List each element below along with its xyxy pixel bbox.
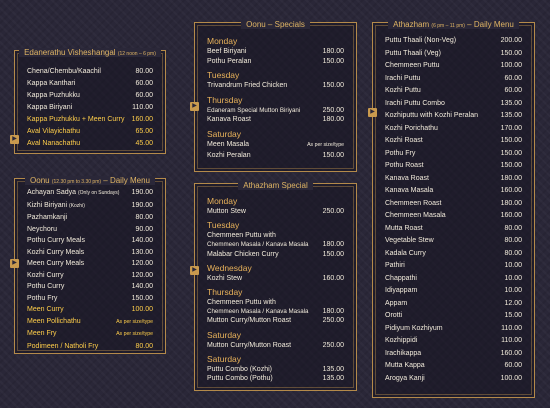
arrow-pointer-icon: ▶ bbox=[10, 259, 19, 268]
athazham-special-panel bbox=[194, 183, 357, 391]
menu-item-price: As per size/type bbox=[116, 331, 153, 337]
menu-item-row bbox=[27, 293, 153, 305]
edanerathu-list bbox=[27, 66, 153, 150]
menu-item-name bbox=[27, 102, 72, 114]
menu-item-name-text: Meen Pollichathu bbox=[27, 317, 81, 325]
menu-item-name-text: Kadala Curry bbox=[385, 249, 426, 257]
menu-item-price: 110.00 bbox=[132, 104, 153, 111]
menu-item-row bbox=[385, 310, 522, 323]
menu-item-row bbox=[27, 281, 153, 293]
menu-item-name bbox=[27, 187, 119, 200]
menu-item-name bbox=[27, 281, 64, 293]
menu-item-row bbox=[27, 90, 153, 102]
menu-item-row bbox=[385, 285, 522, 298]
menu-item-price: 250.00 bbox=[322, 208, 344, 215]
menu-item-price: 150.00 bbox=[131, 294, 153, 302]
menu-item-name bbox=[27, 78, 75, 90]
menu-item-price: 110.00 bbox=[501, 337, 522, 344]
day-heading: Tuesday bbox=[207, 220, 240, 231]
menu-item-price: 130.00 bbox=[131, 248, 153, 256]
menu-item-note: (Kozhi) bbox=[69, 202, 85, 209]
menu-item-name: Mutton Curry/Mutton Roast bbox=[207, 317, 292, 325]
menu-item-name-text: Chappathi bbox=[385, 274, 417, 282]
arrow-pointer-icon: ▶ bbox=[368, 108, 377, 117]
day-heading: Monday bbox=[207, 196, 238, 206]
menu-item-name-text: Pothu Curry Meals bbox=[27, 237, 85, 244]
menu-item-name bbox=[385, 310, 402, 323]
menu-item-price: 150.00 bbox=[322, 57, 344, 65]
menu-item-name-text: Pothu Fry bbox=[27, 294, 58, 302]
menu-item-row bbox=[385, 298, 522, 311]
menu-item-name: Puttu Combo (Pothu) bbox=[207, 375, 273, 383]
menu-item-row bbox=[385, 110, 522, 123]
menu-item-row bbox=[207, 316, 344, 325]
menu-item-price: 160.00 bbox=[500, 187, 522, 194]
menu-item-name-text: Mutta Roast bbox=[385, 224, 423, 232]
menu-item-name-text: Vegetable Stew bbox=[385, 237, 434, 244]
menu-item-row bbox=[207, 365, 344, 374]
menu-item-price: 150.00 bbox=[500, 49, 522, 57]
menu-item-row bbox=[385, 223, 522, 236]
menu-item-name-text: Aval Nanachathu bbox=[27, 140, 81, 147]
menu-item-row bbox=[27, 235, 153, 247]
menu-item-row bbox=[207, 57, 344, 67]
menu-item-name-text: Kozhi Curry bbox=[27, 271, 64, 279]
menu-item-row bbox=[27, 126, 153, 138]
athazham-daily-list bbox=[385, 35, 522, 385]
menu-item-name-text: Pothu Roast bbox=[385, 162, 424, 169]
menu-item-price: 60.00 bbox=[504, 362, 522, 369]
menu-item-name bbox=[27, 293, 57, 305]
menu-item-price: 100.00 bbox=[500, 374, 522, 382]
day-heading: Wednesday bbox=[207, 262, 252, 273]
menu-item-price: 135.00 bbox=[322, 375, 344, 383]
menu-item-price: 150.00 bbox=[322, 250, 344, 258]
menu-item-row bbox=[207, 250, 344, 259]
menu-item-price: 10.00 bbox=[504, 287, 522, 294]
menu-item-row bbox=[385, 360, 522, 373]
menu-item-name bbox=[27, 247, 84, 259]
menu-item-row bbox=[207, 151, 344, 161]
menu-item-price: 180.00 bbox=[500, 174, 522, 182]
menu-item-name bbox=[385, 323, 443, 336]
menu-item-name: Mutton Stew bbox=[207, 208, 246, 215]
menu-item-row bbox=[385, 135, 522, 148]
oonu-specials-list bbox=[207, 35, 344, 160]
day-heading: Monday bbox=[207, 36, 238, 46]
menu-item-name bbox=[385, 173, 429, 186]
menu-item-row bbox=[385, 210, 522, 223]
menu-item-name-text: Pazhamkanji bbox=[27, 214, 68, 221]
menu-item-row bbox=[207, 374, 344, 383]
menu-item-name bbox=[27, 66, 101, 78]
menu-item-price: 150.00 bbox=[322, 82, 344, 90]
menu-item-price: 140.00 bbox=[131, 237, 153, 244]
menu-item-name bbox=[385, 248, 426, 261]
menu-item-name bbox=[385, 373, 425, 386]
menu-item-row bbox=[27, 247, 153, 259]
menu-item-name-text: Kozhippidi bbox=[385, 337, 418, 344]
menu-item-name bbox=[385, 98, 445, 111]
menu-item-row bbox=[385, 60, 522, 73]
menu-item-name bbox=[27, 90, 80, 102]
menu-item-price: 160.00 bbox=[131, 116, 153, 123]
menu-item-price: As per size/type bbox=[116, 318, 153, 325]
menu-item-price: 110.00 bbox=[501, 324, 522, 332]
menu-item-price: 80.00 bbox=[135, 342, 153, 350]
menu-item-row bbox=[207, 47, 344, 57]
menu-item-row bbox=[385, 48, 522, 61]
day-heading: Saturday bbox=[207, 128, 242, 139]
menu-item-name-text: Chemmeen Masala bbox=[385, 212, 446, 219]
menu-item-name: Edaneram Special Mutton Biriyani bbox=[207, 106, 301, 114]
menu-item-name: Mutton Curry/Mutton Roast bbox=[207, 341, 292, 349]
menu-item-price: 200.00 bbox=[500, 37, 522, 44]
menu-item-name bbox=[27, 270, 64, 282]
menu-item-name-text: Pothu Fry bbox=[385, 149, 416, 157]
menu-item-name-text: Kappa Puzhukku bbox=[27, 92, 80, 99]
menu-item-price: 12.00 bbox=[504, 299, 522, 307]
menu-item-name: Kanava Roast bbox=[207, 116, 251, 124]
menu-item-name: Chemmeen Puttu with bbox=[207, 232, 276, 240]
menu-item-name-text: Irachi Puttu Combo bbox=[385, 99, 445, 107]
menu-item-name-text: Kizhi Biriyani bbox=[27, 201, 68, 209]
menu-item-name bbox=[385, 48, 441, 61]
menu-item-row bbox=[207, 240, 344, 249]
menu-item-name bbox=[385, 223, 423, 236]
menu-item-price: 150.00 bbox=[500, 149, 522, 157]
arrow-pointer-icon: ▶ bbox=[10, 135, 19, 144]
menu-item-name-text: Kozhi Puttu bbox=[385, 87, 421, 94]
menu-item-name-text: Achayan Sadya bbox=[27, 189, 77, 196]
menu-item-row bbox=[207, 341, 344, 350]
menu-item-row bbox=[207, 231, 344, 240]
menu-item-name: Trivandrum Fried Chicken bbox=[207, 82, 288, 90]
menu-item-price: 100.00 bbox=[500, 62, 522, 69]
menu-item-price: 60.00 bbox=[504, 74, 522, 82]
menu-item-row bbox=[207, 274, 344, 283]
arrow-pointer-icon: ▶ bbox=[190, 102, 199, 111]
athazham-special-list bbox=[207, 195, 344, 383]
menu-item-name-text: Kanava Masala bbox=[385, 187, 434, 194]
menu-item-row bbox=[385, 348, 522, 361]
menu-item-name: Chemmeen Masala / Kanava Masala bbox=[207, 241, 309, 249]
menu-item-row bbox=[385, 260, 522, 273]
menu-item-row bbox=[385, 248, 522, 261]
menu-item-name-text: Puttu Thaali (Non-Veg) bbox=[385, 37, 457, 44]
menu-item-price: 80.00 bbox=[135, 68, 153, 75]
menu-item-name bbox=[27, 224, 57, 236]
menu-item-row bbox=[27, 212, 153, 224]
menu-item-price: 135.00 bbox=[500, 112, 522, 119]
menu-item-row bbox=[27, 304, 153, 316]
menu-item-name-text: Kappa Puzhukku + Meen Curry bbox=[27, 116, 125, 123]
menu-item-row bbox=[27, 138, 153, 150]
day-heading: Thursday bbox=[207, 287, 243, 298]
menu-item-price: 60.00 bbox=[135, 92, 153, 99]
menu-item-row bbox=[385, 235, 522, 248]
menu-item-name bbox=[385, 60, 439, 73]
menu-item-price: 80.00 bbox=[504, 237, 522, 244]
athazham-daily-title: Athazham (6 pm – 11 pm) – Daily Menu bbox=[388, 20, 519, 29]
menu-item-name-text: Kozhi Curry Meals bbox=[27, 248, 85, 256]
menu-item-row bbox=[207, 106, 344, 116]
menu-item-price: 150.00 bbox=[500, 162, 522, 169]
menu-item-row bbox=[27, 328, 153, 341]
menu-item-price: 80.00 bbox=[504, 224, 522, 232]
menu-item-row bbox=[27, 187, 153, 200]
menu-item-price: 180.00 bbox=[322, 116, 344, 124]
menu-item-name bbox=[27, 138, 80, 150]
menu-item-note: (Only on Sundays) bbox=[78, 190, 120, 196]
menu-item-row bbox=[27, 200, 153, 213]
menu-item-row bbox=[385, 323, 522, 336]
menu-item-name: Kozhi Stew bbox=[207, 274, 243, 282]
menu-item-name-text: Mutta Kappa bbox=[385, 362, 425, 369]
menu-item-price: 150.00 bbox=[500, 137, 522, 144]
menu-item-name-text: Pothu Curry bbox=[27, 283, 65, 290]
menu-item-name: Kozhi Peralan bbox=[207, 151, 251, 159]
menu-item-price: As per size/type bbox=[307, 141, 344, 148]
menu-item-name-text: Kozhiputtu with Kozhi Peralan bbox=[385, 112, 478, 119]
menu-item-name bbox=[385, 360, 425, 373]
menu-item-name bbox=[27, 212, 67, 224]
menu-item-name-text: Arogya Kanji bbox=[385, 374, 425, 382]
menu-item-row bbox=[385, 98, 522, 111]
menu-item-name bbox=[27, 341, 98, 353]
menu-item-price: 250.00 bbox=[322, 106, 344, 114]
menu-item-name-text: Neychoru bbox=[27, 225, 57, 233]
menu-item-price: 190.00 bbox=[131, 189, 153, 196]
menu-item-price: 140.00 bbox=[131, 283, 153, 290]
athazham-special-title: Athazham Special bbox=[238, 181, 312, 190]
oonu-daily-panel bbox=[14, 178, 166, 354]
menu-item-name bbox=[385, 285, 417, 298]
menu-item-name-text: Meen Curry bbox=[27, 306, 64, 313]
menu-item-price: 180.00 bbox=[322, 308, 344, 316]
oonu-specials-title: Oonu – Specials bbox=[241, 20, 310, 29]
menu-item-name bbox=[385, 298, 407, 311]
oonu-specials-panel bbox=[194, 22, 357, 172]
menu-item-name bbox=[385, 198, 441, 211]
menu-item-row bbox=[385, 335, 522, 348]
menu-item-price: 135.00 bbox=[500, 99, 522, 107]
oonu-daily-list bbox=[27, 187, 153, 352]
menu-item-price: 80.00 bbox=[135, 214, 153, 221]
menu-item-row bbox=[385, 148, 522, 161]
menu-item-name: Meen Masala bbox=[207, 140, 250, 148]
menu-item-row bbox=[207, 307, 344, 316]
menu-item-price: 120.00 bbox=[131, 271, 153, 279]
menu-item-name-text: Chemmeen Puttu bbox=[385, 62, 440, 69]
menu-item-price: 170.00 bbox=[500, 124, 522, 132]
menu-item-row bbox=[27, 224, 153, 236]
menu-item-row bbox=[385, 35, 522, 48]
menu-item-name-text: Chena/Chembu/Kaachil bbox=[27, 68, 101, 75]
arrow-pointer-icon: ▶ bbox=[190, 266, 199, 275]
menu-item-name-text: Kanava Roast bbox=[385, 174, 429, 182]
menu-item-name: Chemmeen Puttu with bbox=[207, 299, 276, 307]
menu-item-row bbox=[27, 341, 153, 353]
menu-item-name bbox=[27, 200, 85, 213]
menu-item-row bbox=[27, 270, 153, 282]
menu-item-price: 180.00 bbox=[500, 199, 522, 207]
menu-item-name: Puttu Combo (Kozhi) bbox=[207, 365, 272, 373]
menu-item-name bbox=[385, 260, 405, 273]
menu-item-price: 60.00 bbox=[504, 87, 522, 94]
menu-item-price: 190.00 bbox=[131, 201, 153, 209]
menu-item-name bbox=[385, 123, 438, 136]
menu-item-row bbox=[27, 316, 153, 329]
menu-item-row bbox=[385, 73, 522, 86]
menu-item-name-text: Chemmeen Roast bbox=[385, 199, 442, 207]
menu-item-price: 120.00 bbox=[131, 260, 153, 267]
menu-item-name bbox=[385, 148, 415, 161]
menu-item-name-text: Meen Curry Meals bbox=[27, 260, 85, 267]
menu-item-name bbox=[385, 35, 456, 48]
menu-item-price: 10.00 bbox=[504, 262, 522, 269]
menu-item-row bbox=[207, 140, 344, 151]
day-heading: Tuesday bbox=[207, 70, 240, 81]
menu-item-name-text: Orotti bbox=[385, 312, 403, 319]
menu-item-name-text: Aval Vilayichathu bbox=[27, 128, 81, 135]
menu-item-name-text: Irachi Puttu bbox=[385, 74, 421, 82]
menu-item-name bbox=[27, 235, 85, 247]
menu-item-name bbox=[27, 114, 124, 126]
menu-item-row bbox=[27, 114, 153, 126]
menu-item-row bbox=[385, 198, 522, 211]
menu-item-name bbox=[385, 210, 446, 223]
menu-item-price: 65.00 bbox=[135, 128, 153, 135]
menu-item-name-text: Kappa Kanthari bbox=[27, 80, 76, 87]
menu-item-row bbox=[27, 258, 153, 270]
menu-item-row bbox=[385, 160, 522, 173]
menu-item-name-text: Appam bbox=[385, 299, 408, 307]
menu-item-name-text: Kozhi Roast bbox=[385, 137, 423, 144]
menu-item-name-text: Pidiyum Kozhiyum bbox=[385, 324, 443, 332]
menu-item-name bbox=[27, 126, 80, 138]
menu-item-row bbox=[385, 373, 522, 386]
menu-item-name-text: Kozhi Porichathu bbox=[385, 124, 438, 132]
menu-item-row bbox=[207, 81, 344, 91]
menu-item-name-text: Podimeen / Natholi Fry bbox=[27, 342, 99, 350]
menu-item-name bbox=[27, 258, 84, 270]
menu-item-price: 160.00 bbox=[500, 212, 522, 219]
menu-item-name: Beef Biriyani bbox=[207, 48, 247, 55]
menu-item-name: Malabar Chicken Curry bbox=[207, 250, 279, 258]
menu-item-row bbox=[207, 207, 344, 216]
menu-item-name bbox=[385, 110, 478, 123]
menu-item-name bbox=[27, 328, 57, 340]
menu-item-name-text: Idiyappam bbox=[385, 287, 418, 294]
menu-item-name bbox=[385, 73, 420, 86]
day-heading: Thursday bbox=[207, 94, 243, 105]
menu-item-name bbox=[27, 304, 64, 316]
menu-item-price: 150.00 bbox=[322, 151, 344, 159]
menu-item-row bbox=[27, 66, 153, 78]
menu-item-price: 80.00 bbox=[504, 249, 522, 257]
day-heading: Saturday bbox=[207, 353, 242, 364]
menu-item-price: 135.00 bbox=[322, 365, 344, 373]
menu-item-row bbox=[385, 173, 522, 186]
menu-item-row bbox=[207, 298, 344, 307]
menu-item-price: 100.00 bbox=[131, 306, 153, 313]
menu-item-name bbox=[27, 316, 81, 328]
menu-item-price: 160.00 bbox=[322, 274, 344, 282]
menu-item-price: 15.00 bbox=[504, 312, 522, 319]
menu-item-price: 250.00 bbox=[322, 341, 344, 349]
menu-item-name: Pothu Peralan bbox=[207, 57, 252, 65]
menu-item-row bbox=[385, 273, 522, 286]
menu-item-name bbox=[385, 335, 417, 348]
menu-item-price: 10.00 bbox=[504, 274, 522, 282]
menu-item-price: 45.00 bbox=[135, 140, 153, 147]
menu-item-name bbox=[385, 185, 433, 198]
menu-item-name bbox=[385, 348, 421, 361]
menu-item-name bbox=[385, 160, 424, 173]
menu-item-price: 60.00 bbox=[135, 80, 153, 87]
menu-item-name-text: Pathiri bbox=[385, 262, 405, 269]
athazham-daily-panel bbox=[372, 22, 535, 398]
menu-item-name bbox=[385, 273, 417, 286]
menu-item-row bbox=[385, 123, 522, 136]
edanerathu-panel bbox=[14, 50, 166, 154]
menu-item-price: 160.00 bbox=[500, 349, 522, 357]
menu-item-price: 180.00 bbox=[322, 48, 344, 55]
menu-item-row bbox=[27, 78, 153, 90]
menu-item-name-text: Irachikappa bbox=[385, 349, 422, 357]
menu-item-name bbox=[385, 135, 423, 148]
menu-item-price: 180.00 bbox=[322, 241, 344, 249]
menu-item-price: 90.00 bbox=[135, 225, 153, 233]
menu-item-row bbox=[207, 115, 344, 125]
menu-item-name: Chemmeen Masala / Kanava Masala bbox=[207, 308, 309, 316]
menu-item-row bbox=[27, 102, 153, 114]
oonu-daily-title: Oonu (12.30 pm to 3.30 pm) – Daily Menu bbox=[25, 176, 155, 185]
menu-item-name-text: Kappa Biriyani bbox=[27, 104, 73, 111]
menu-item-name-text: Meen Fry bbox=[27, 330, 57, 337]
menu-item-name-text: Puttu Thaali (Veg) bbox=[385, 49, 441, 57]
menu-item-row bbox=[385, 85, 522, 98]
day-heading: Saturday bbox=[207, 329, 242, 340]
menu-item-name bbox=[385, 235, 434, 248]
menu-item-name bbox=[385, 85, 421, 98]
menu-item-row bbox=[385, 185, 522, 198]
menu-item-price: 250.00 bbox=[322, 317, 344, 325]
edanerathu-title: Edanerathu Visheshangal (12 noon – 6 pm) bbox=[19, 48, 161, 57]
